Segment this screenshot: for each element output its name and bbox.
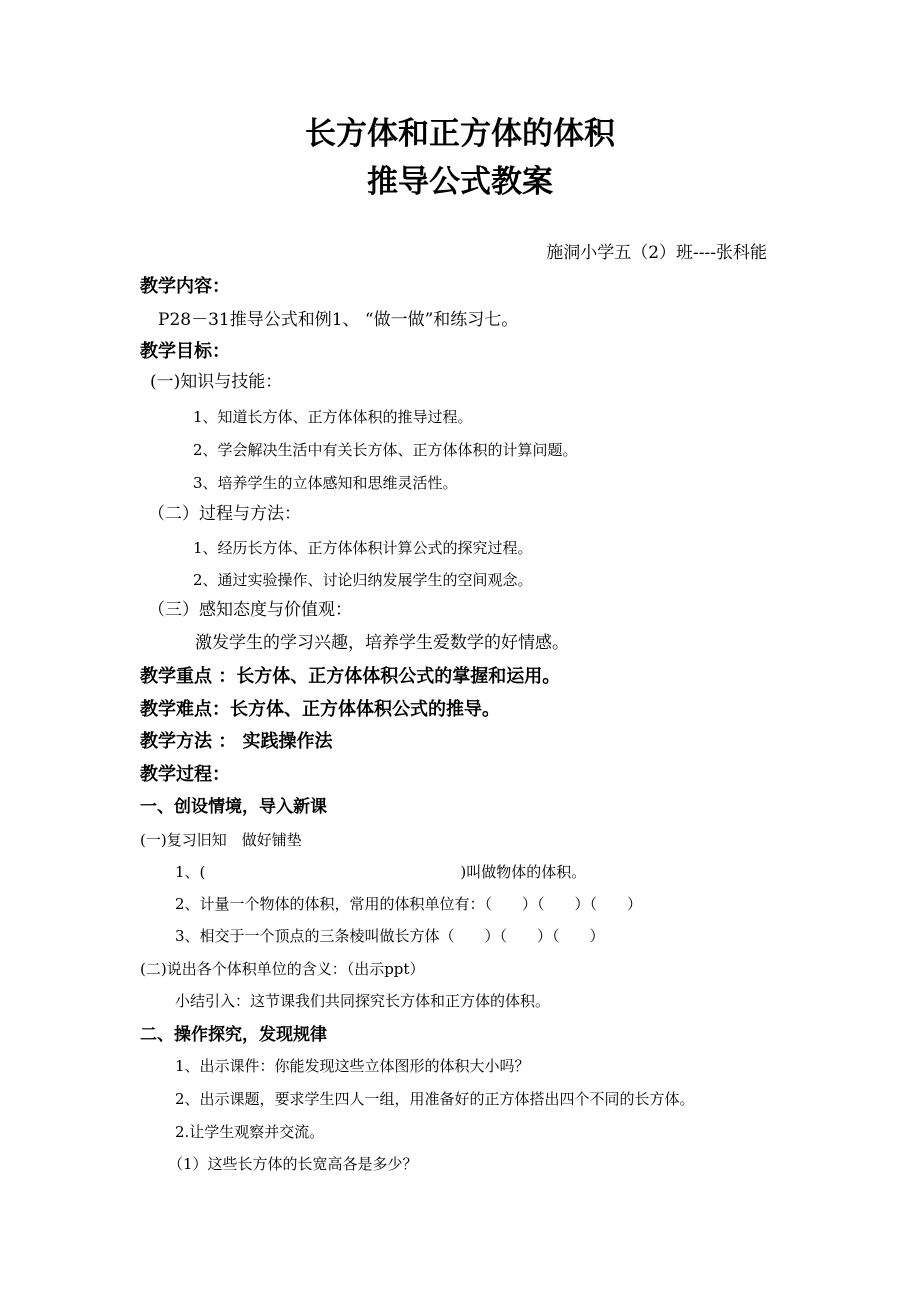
goal2-item: 1、经历长方体、正方体体积计算公式的探究过程。 [193, 539, 533, 557]
goal1-item: 2、学会解决生活中有关长方体、正方体体积的计算问题。 [193, 441, 578, 459]
goal3-heading: （三）感知态度与价值观： [148, 600, 352, 620]
goal1-item: 3、培养学生的立体感知和思维灵活性。 [193, 474, 458, 492]
section2-heading: 二、操作探究，发现规律 [140, 1025, 327, 1045]
difficulty: 教学难点：长方体、正方体体积公式的推导。 [140, 699, 500, 720]
section1-item: 2、计量一个物体的体积，常用的体积单位有：（ ）（ ）（ ） [175, 895, 643, 913]
section2-item: 2.让学生观察并交流。 [175, 1123, 325, 1141]
content-text: P28－31推导公式和例1、 “做一做”和练习七。 [158, 310, 519, 330]
title-line-1: 长方体和正方体的体积 [305, 116, 615, 152]
key-point: 教学重点 ：长方体、正方体体积公式的掌握和运用。 [140, 666, 561, 687]
section1-sub2: (二)说出各个体积单位的含义：（出示ppt） [140, 960, 425, 978]
goals-heading: 教学目标： [140, 341, 230, 362]
goal2-heading: （二）过程与方法： [148, 504, 301, 524]
goal1-heading: (一)知识与技能： [150, 372, 283, 392]
goal2-item: 2、通过实验操作、讨论归纳发展学生的空间观念。 [193, 571, 533, 589]
title-line-2: 推导公式教案 [367, 164, 553, 200]
section1-heading: 一、创设情境，导入新课 [140, 797, 327, 817]
process-heading: 教学过程： [140, 764, 230, 785]
section2-question: （1）这些长方体的长宽高各是多少？ [168, 1155, 418, 1173]
content-heading: 教学内容： [140, 276, 230, 297]
section2-item: 1、出示课件：你能发现这些立体图形的体积大小吗？ [175, 1057, 530, 1075]
section2-item: 2、出示课题，要求学生四人一组，用准备好的正方体搭出四个不同的长方体。 [175, 1090, 695, 1108]
section1-item: 1、( )叫做物体的体积。 [175, 863, 587, 881]
section1-item: 3、相交于一个顶点的三条棱叫做长方体（ ）（ ）（ ） [175, 927, 605, 945]
section1-summary: 小结引入：这节课我们共同探究长方体和正方体的体积。 [175, 992, 551, 1010]
goal3-text: 激发学生的学习兴趣，培养学生爱数学的好情感。 [195, 633, 569, 653]
method: 教学方法 ： 实践操作法 [140, 731, 333, 752]
goal1-item: 1、知道长方体、正方体体积的推导过程。 [193, 408, 473, 426]
author-line: 施洞小学五（2）班----张科能 [546, 243, 767, 263]
section1-sub1: (一)复习旧知 做好铺垫 [140, 831, 302, 849]
